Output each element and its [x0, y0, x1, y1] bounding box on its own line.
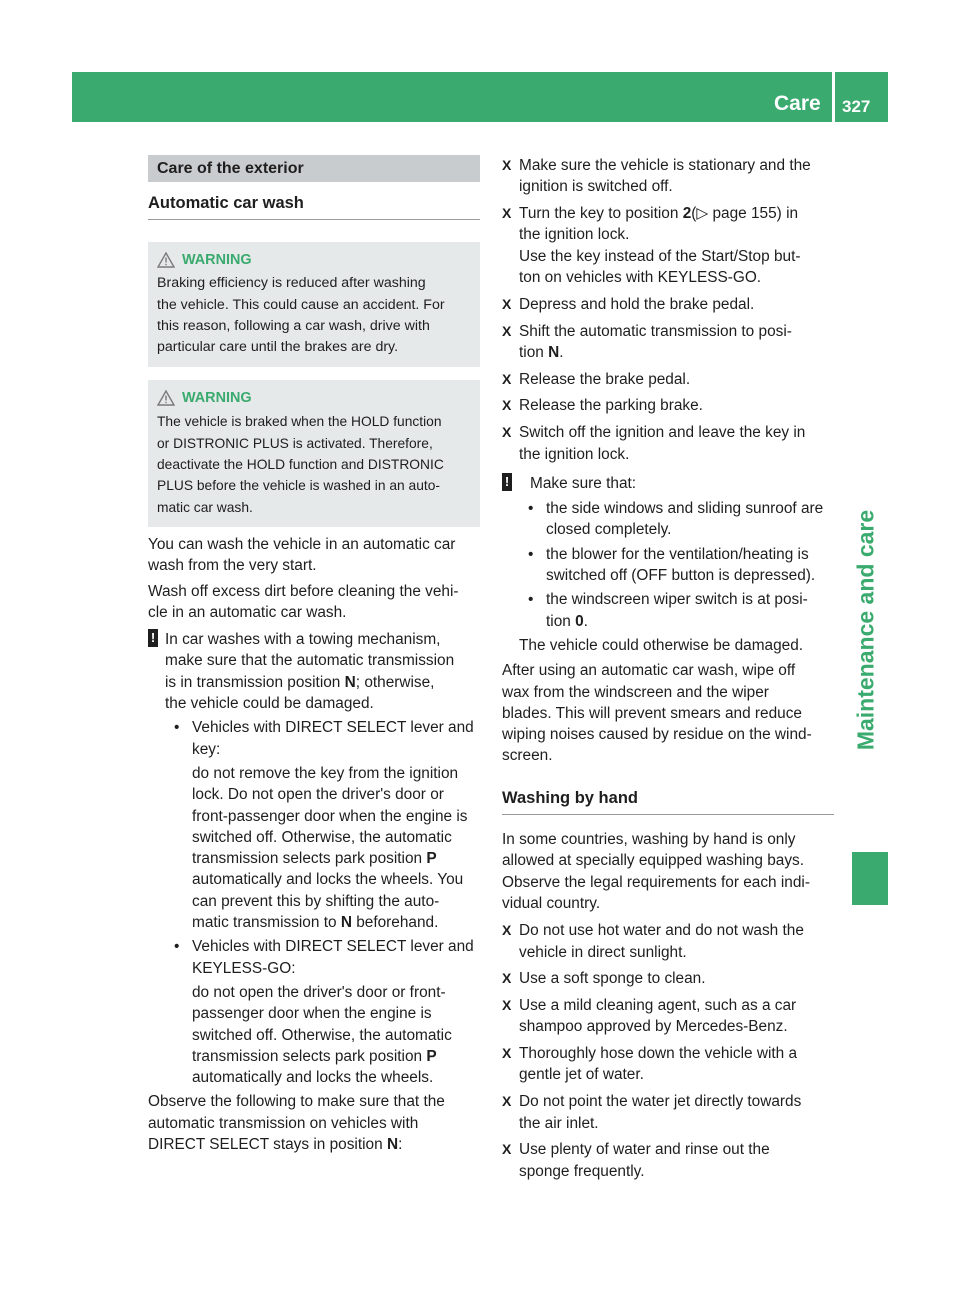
list-item: • the side windows and sliding sunroof are closed completely.	[528, 500, 824, 539]
instruction-step: X Do not use hot water and do not wash the vehicle in direct sunlight.	[502, 922, 804, 961]
page-header-title: Care	[774, 92, 821, 115]
warning-line: Braking efficiency is reduced after washing	[157, 275, 426, 292]
step-marker-icon: X	[502, 157, 512, 173]
warning-line: PLUS before the vehicle is washed in an auto-	[157, 478, 441, 494]
note-end: The vehicle could otherwise be damaged.	[519, 636, 804, 654]
warning-line: The vehicle is braked when the HOLD function	[157, 414, 442, 430]
list-item: • the windscreen wiper switch is at posi- tion 0.	[528, 591, 808, 630]
instruction-step: X Release the parking brake.	[502, 395, 834, 416]
step-marker-icon: X	[502, 397, 512, 414]
note-block: ! In car washes with a towing mechanism, make sure that the automatic transmission is in transmission position N; otherwise, the vehicle could be damaged.	[148, 629, 480, 714]
bullet-icon: •	[174, 719, 180, 737]
warning-triangle-icon	[157, 252, 175, 268]
exclamation-icon: !	[502, 473, 512, 491]
instruction-step: X Do not point the water jet directly towards the air inlet.	[502, 1093, 802, 1132]
warning-triangle-icon	[157, 390, 175, 406]
step-marker-icon: X	[502, 1093, 512, 1110]
warning-label: WARNING	[182, 252, 252, 269]
instruction-step: X Use plenty of water and rinse out the sponge frequently.	[502, 1141, 770, 1180]
bullet-icon: •	[528, 591, 534, 609]
header-divider	[832, 72, 835, 122]
step-marker-icon: X	[502, 1141, 512, 1158]
paragraph: Observe the following to make sure that the automatic transmission on vehicles with DIRECT SELECT stays in position N:	[148, 1093, 445, 1153]
list-item: • Vehicles with DIRECT SELECT lever and KEYLESS-GO: do not open the driver's door or front- passenger door when the engine is switched off. Otherwise, the automatic transmission selects park position P automatically and locks the wheels.	[174, 938, 474, 1087]
exclamation-icon: !	[148, 629, 158, 647]
bullet-icon: •	[174, 938, 180, 956]
paragraph: In some countries, washing by hand is only allowed at specially equipped washing bays. Observe the legal requirements for each indi- vidual country.	[502, 831, 810, 912]
list-item: • the blower for the ventilation/heating is switched off (OFF button is depressed).	[528, 545, 816, 585]
step-marker-icon: X	[502, 997, 512, 1014]
page-number: 327	[842, 97, 871, 116]
warning-label: WARNING	[182, 390, 252, 407]
step-marker-icon: X	[502, 922, 512, 939]
warning-line: the vehicle. This could cause an accident. For	[157, 296, 445, 313]
instruction-step: X Use a mild cleaning agent, such as a car shampoo approved by Mercedes-Benz.	[502, 997, 797, 1036]
instruction-step: X Make sure the vehicle is stationary and the ignition is switched off.	[502, 157, 811, 196]
warning-line: this reason, following a car wash, drive with	[157, 317, 430, 334]
step-marker-icon: X	[502, 205, 512, 222]
warning-box-hold	[148, 380, 480, 526]
warning-line: particular care until the brakes are dry.	[157, 339, 399, 356]
subhead-automatic-car-wash: Automatic car wash	[148, 193, 480, 220]
step-marker-icon: X	[502, 1045, 512, 1062]
paragraph: You can wash the vehicle in an automatic car wash from the very start.	[148, 535, 456, 575]
instruction-step: X Thoroughly hose down the vehicle with a gentle jet of water.	[502, 1045, 798, 1084]
step-marker-icon: X	[502, 424, 512, 441]
left-column	[148, 193, 480, 1155]
right-column	[502, 155, 834, 1187]
instruction-step: X Depress and hold the brake pedal.	[502, 294, 834, 315]
side-tab-marker	[852, 852, 888, 905]
subhead-washing-by-hand: Washing by hand	[502, 788, 834, 815]
step-marker-icon: X	[502, 370, 512, 387]
step-marker-icon: X	[502, 970, 512, 987]
step-marker-icon: X	[502, 295, 512, 312]
bullet-icon: •	[528, 500, 534, 518]
note-block: ! Make sure that:	[502, 473, 834, 494]
header-bar	[72, 72, 888, 122]
paragraph: After using an automatic car wash, wipe off wax from the windscreen and the wiper blades. This will prevent smears and reduce wiping noises caused by residue on the wind- screen.	[502, 662, 812, 765]
step-marker-icon: X	[502, 322, 512, 339]
warning-line: deactivate the HOLD function and DISTRONIC	[157, 457, 444, 473]
paragraph: Wash off excess dirt before cleaning the vehi- cle in an automatic car wash.	[148, 582, 459, 621]
instruction-step: X Turn the key to position 2(▷ page 155) in the ignition lock. Use the key instead of the Start/Stop but- ton on vehicles with KEYLESS-GO.	[502, 205, 801, 286]
warning-line: matic car wash.	[157, 499, 253, 515]
instruction-step: X Shift the automatic transmission to posi- tion N.	[502, 322, 792, 361]
page-reference-link[interactable]: (▷ page 155) in	[691, 205, 799, 223]
instruction-step: X Use a soft sponge to clean.	[502, 968, 834, 989]
warning-line: or DISTRONIC PLUS is activated. Therefore,	[157, 435, 433, 451]
side-tab-label: Maintenance and care	[852, 509, 879, 751]
warning-box-braking	[148, 242, 480, 367]
bullet-icon: •	[528, 545, 534, 563]
instruction-step: X Switch off the ignition and leave the key in the ignition lock.	[502, 424, 806, 463]
list-item: • Vehicles with DIRECT SELECT lever and key: do not remove the key from the ignition lock. Do not open the driver's door or front-passenger door when the engine is switched off. Otherwise, the automatic transmission selects park position P automatically and locks the wheels. You can prevent this by shifting the auto- matic transmission to N beforehand.	[174, 719, 474, 932]
instruction-step: X Release the brake pedal.	[502, 369, 834, 390]
section-title: Care of the exterior	[148, 155, 480, 182]
